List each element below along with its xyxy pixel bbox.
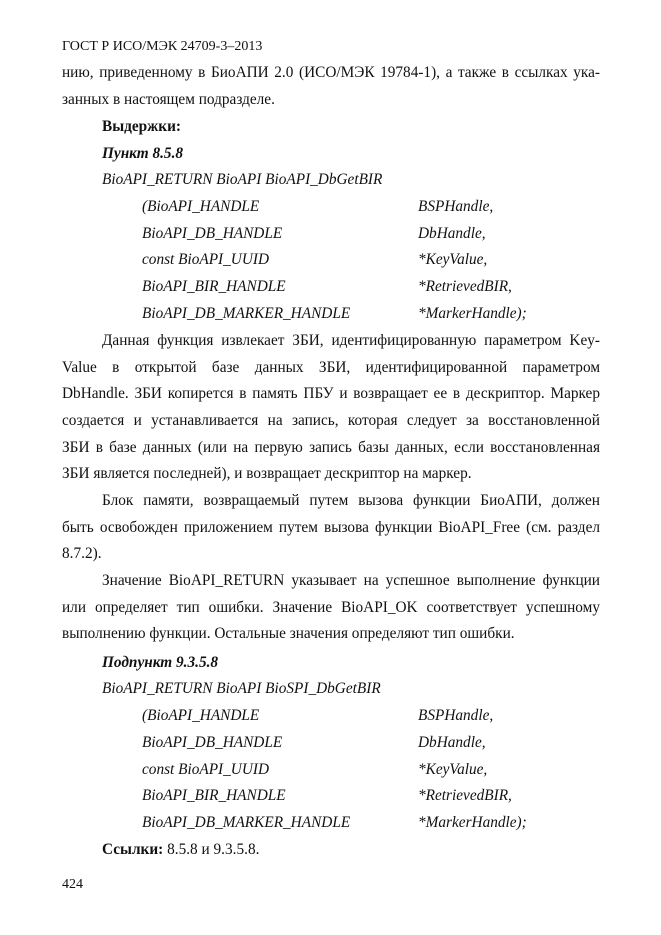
paragraph-line: Значение BioAPI_RETURN указывает на успешное выполнение функции [102, 572, 600, 589]
param-name: *MarkerHandle); [418, 305, 527, 322]
param-name: *RetrievedBIR, [418, 787, 512, 804]
param-name: BSPHandle, [418, 198, 494, 215]
paragraph-line: 8.7.2). [62, 545, 102, 562]
param-name: *KeyValue, [418, 761, 488, 778]
intro-line: занных в настоящем подразделе. [62, 91, 275, 108]
param-name: *RetrievedBIR, [418, 278, 512, 295]
paragraph-line: или определяет тип ошибки. Значение BioAPI_OK соответствует успешному [62, 599, 600, 616]
param-type: const BioAPI_UUID [142, 761, 270, 778]
paragraph-line: быть освобожден приложением путем вызова функции BioAPI_Free (см. раздел [62, 519, 600, 536]
param-type: BioAPI_DB_MARKER_HANDLE [142, 814, 351, 831]
section-heading: Подпункт 9.3.5.8 [102, 654, 219, 671]
paragraph-line: ЗБИ является последней), и возвращает дескриптор на маркер. [62, 465, 472, 482]
excerpts-label: Выдержки: [102, 118, 181, 135]
document-header: ГОСТ Р ИСО/МЭК 24709-3–2013 [62, 39, 263, 54]
param-type: (BioAPI_HANDLE [142, 198, 260, 215]
paragraph-line: Блок памяти, возвращаемый путем вызова функции БиоАПИ, должен [102, 492, 600, 509]
param-name: DbHandle, [418, 225, 486, 242]
param-type: BioAPI_DB_HANDLE [142, 734, 283, 751]
references-label: Ссылки: [102, 841, 164, 858]
param-name: DbHandle, [418, 734, 486, 751]
intro-line: нию, приведенному в БиоАПИ 2.0 (ИСО/МЭК 19784-1), а также в ссылках ука- [62, 64, 600, 81]
paragraph-line: DbHandle. ЗБИ копирется в память ПБУ и возвращает ее в дескриптор. Маркер [62, 385, 600, 402]
paragraph-line: выполнению функции. Остальные значения определяют тип ошибки. [62, 625, 515, 642]
function-signature: BioAPI_RETURN BioAPI BioSPI_DbGetBIR [102, 680, 381, 697]
function-signature: BioAPI_RETURN BioAPI BioAPI_DbGetBIR [102, 171, 383, 188]
page-number: 424 [62, 877, 83, 892]
paragraph-line: Value в открытой базе данных ЗБИ, идентифицированной параметром [62, 359, 600, 376]
paragraph-line: Данная функция извлекает ЗБИ, идентифицированную параметром Key- [102, 332, 600, 349]
paragraph-line: создается и устанавливается на запись, которая следует за восстановленной [62, 412, 600, 429]
references [102, 840, 259, 860]
param-type: BioAPI_BIR_HANDLE [142, 787, 286, 804]
references-text: 8.5.8 и 9.3.5.8. [163, 841, 260, 858]
section-heading: Пункт 8.5.8 [102, 145, 184, 162]
paragraph-line: ЗБИ в базе данных (или на первую запись базы данных, если восстановленная [62, 439, 600, 456]
param-type: (BioAPI_HANDLE [142, 707, 260, 724]
param-type: BioAPI_BIR_HANDLE [142, 278, 286, 295]
param-name: *MarkerHandle); [418, 814, 527, 831]
param-type: BioAPI_DB_HANDLE [142, 225, 283, 242]
param-type: BioAPI_DB_MARKER_HANDLE [142, 305, 351, 322]
param-name: *KeyValue, [418, 251, 488, 268]
param-name: BSPHandle, [418, 707, 494, 724]
param-type: const BioAPI_UUID [142, 251, 270, 268]
